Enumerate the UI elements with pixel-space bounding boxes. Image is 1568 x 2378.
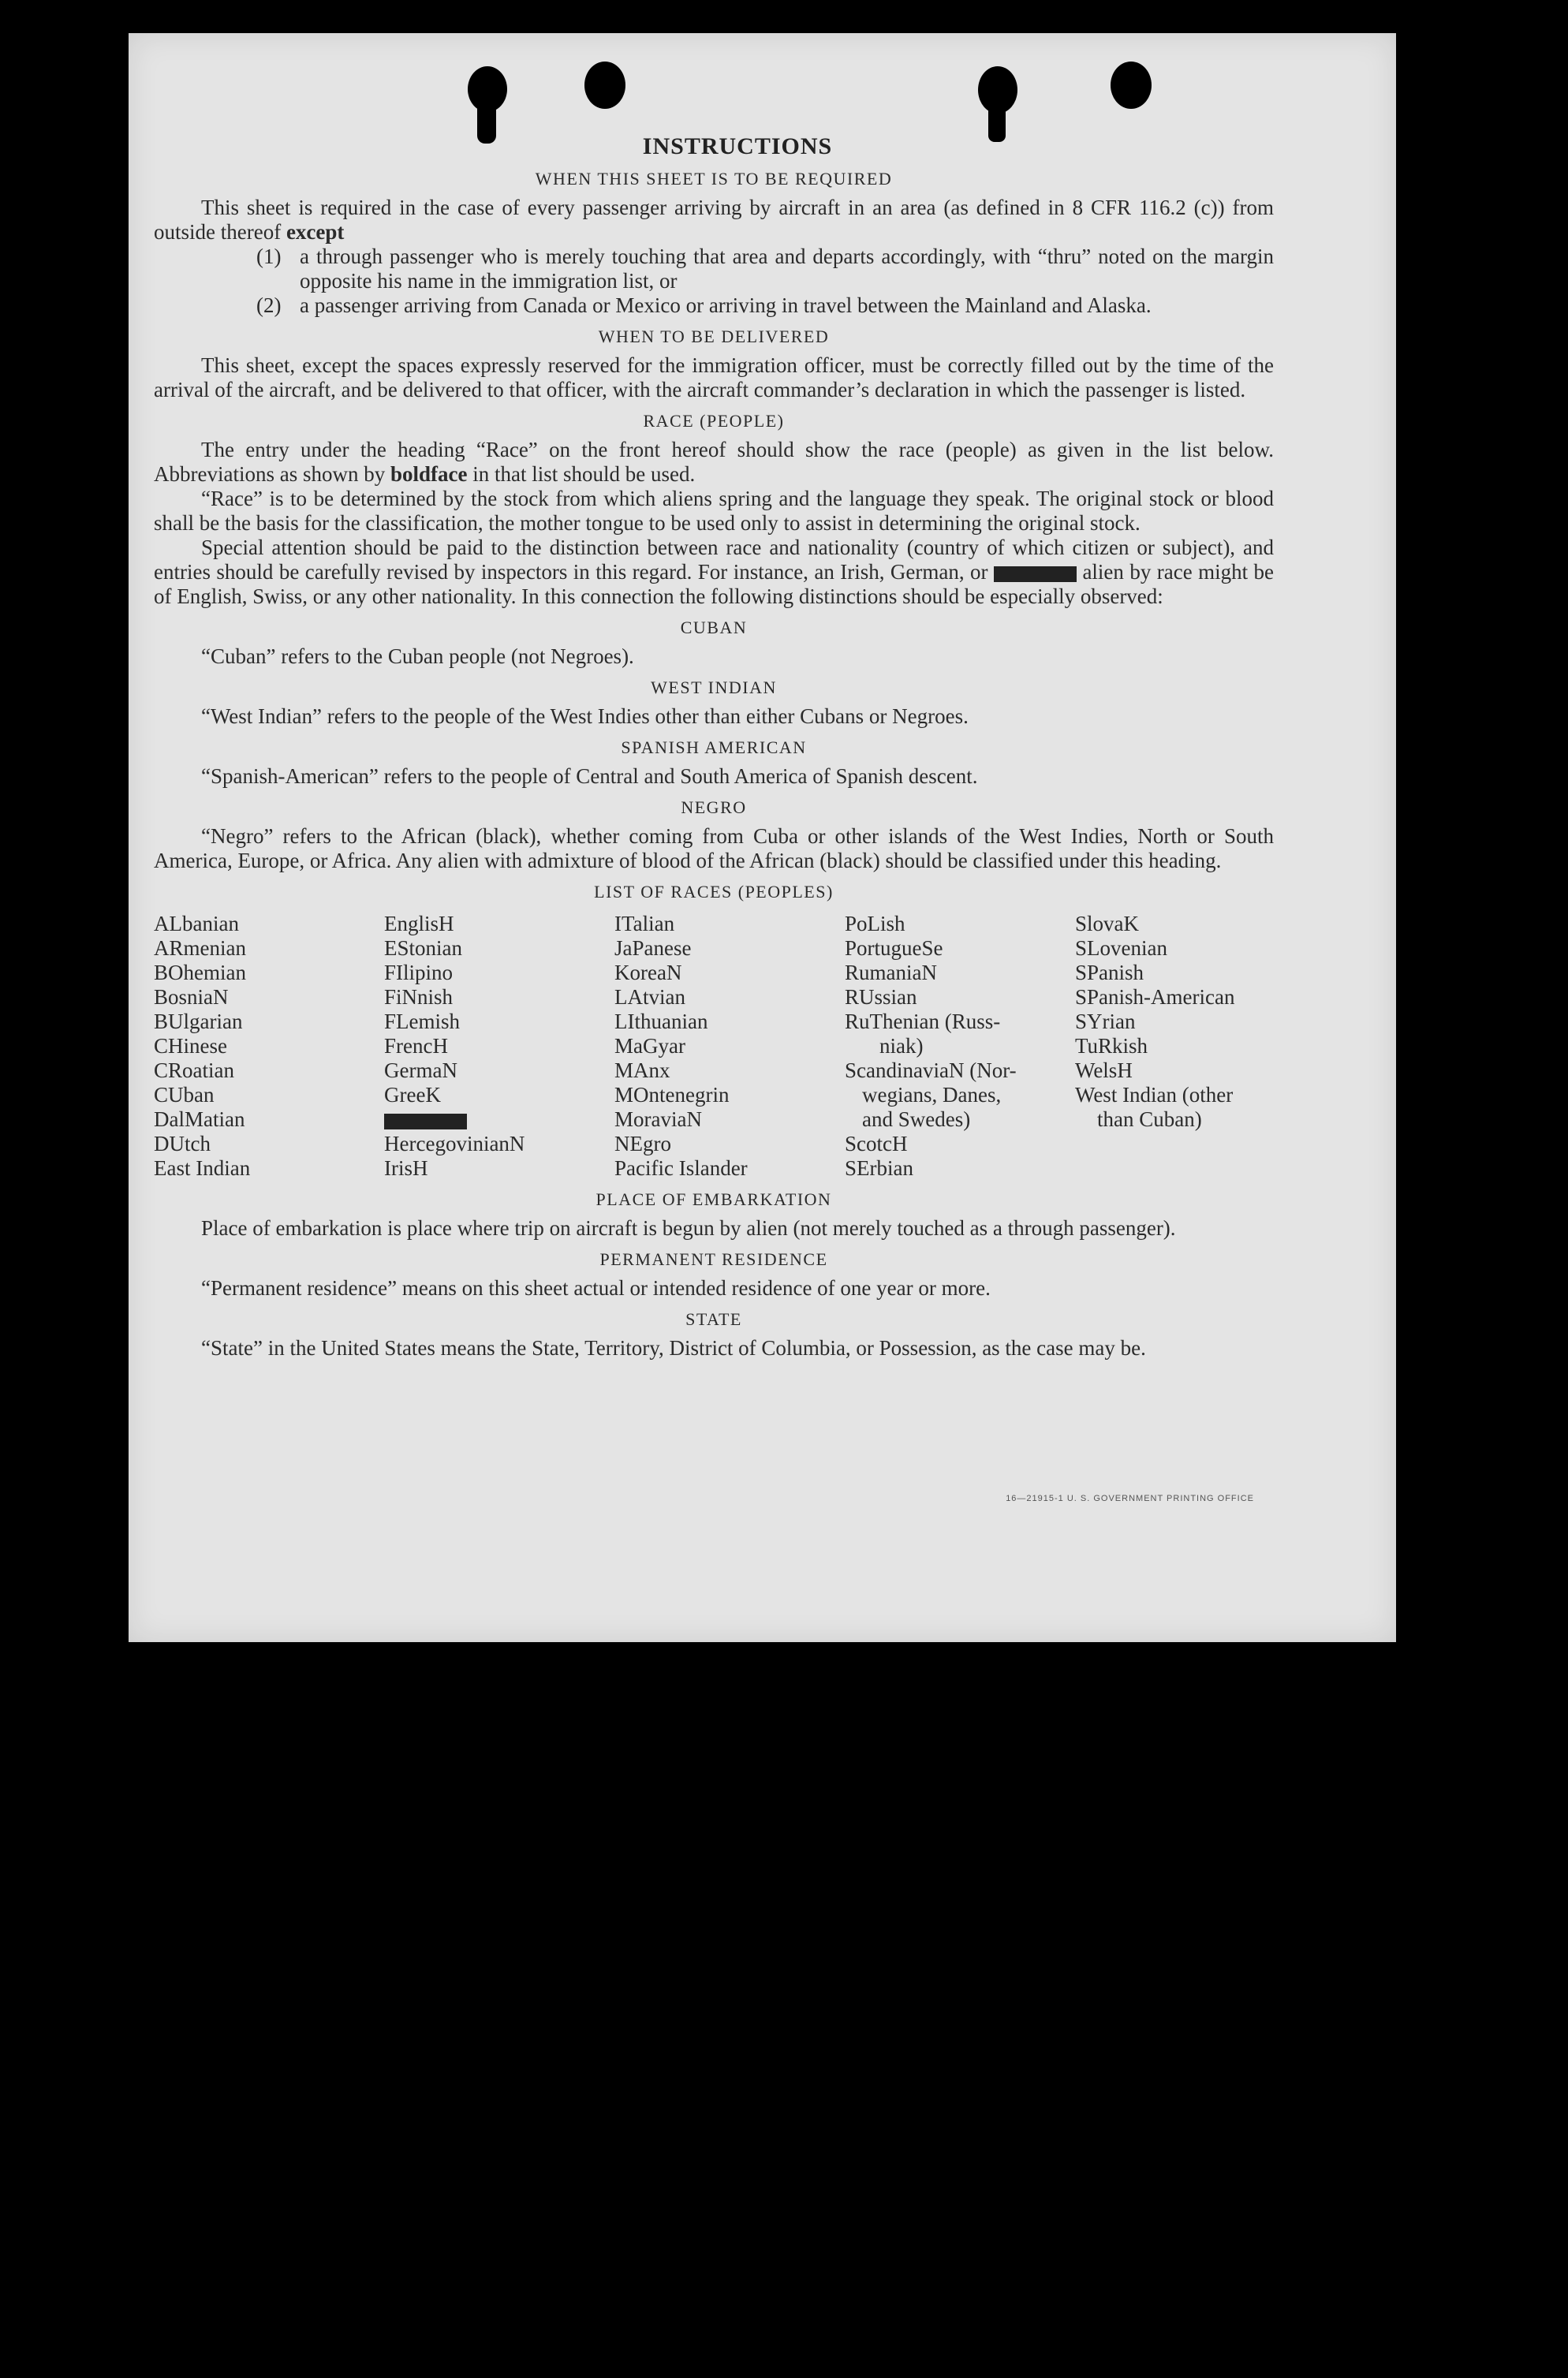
page-title: INSTRUCTIONS — [642, 133, 833, 159]
race-entry: DalMatian — [154, 1107, 245, 1131]
race-entry: wegians, Danes, — [862, 1083, 1002, 1107]
heading-when-delivered: WHEN TO BE DELIVERED — [598, 327, 830, 346]
redaction-mark — [994, 566, 1077, 582]
race-entry: Pacific Islander — [614, 1156, 748, 1180]
race-entry: MaGyar — [614, 1034, 685, 1058]
when-required-intro: This sheet is required in the case of every passenger arriving by aircraft in an area (as defined in 8 CFR 116.2 (c)) from outside thereof except — [154, 196, 1274, 244]
heading-spanish-american: SPANISH AMERICAN — [621, 737, 807, 757]
heading-list-of-races: LIST OF RACES (PEOPLES) — [594, 882, 834, 902]
race-entry: and Swedes) — [862, 1107, 971, 1131]
race-entry: East Indian — [154, 1156, 251, 1180]
embarkation-text: Place of embarkation is place where trip on aircraft is begun by alien (not merely touched as a through passenger). — [201, 1216, 1176, 1240]
race-entry: CUban — [154, 1083, 215, 1107]
redaction-mark — [384, 1114, 467, 1129]
races-list — [154, 912, 1274, 1181]
race-entry-redacted — [384, 1107, 614, 1132]
west-indian-text: “West Indian” refers to the people of the West Indies other than either Cubans or Negroes. — [201, 704, 969, 728]
race-entry: ITalian — [614, 912, 675, 935]
race-entry: ScandinaviaN (Nor- — [845, 1058, 1017, 1082]
race-entry: DUtch — [154, 1132, 211, 1155]
spanish-american-text: “Spanish-American” refers to the people of Central and South America of Spanish descent. — [201, 764, 978, 788]
race-entry: PoLish — [845, 912, 905, 935]
race-entry: SPanish-American — [1075, 985, 1235, 1009]
race-entry: SYrian — [1075, 1010, 1136, 1033]
race-entry: RuThenian (Russ- — [845, 1010, 1001, 1033]
race-entry: SlovaK — [1075, 912, 1139, 935]
permanent-residence-text: “Permanent residence” means on this sheet actual or intended residence of one year or more. — [201, 1276, 991, 1300]
race-entry: niak) — [879, 1034, 924, 1058]
race-entry: KoreaN — [614, 961, 682, 984]
race-entry: SErbian — [845, 1156, 913, 1180]
race-entry: PortugueSe — [845, 936, 943, 960]
race-entry: MoraviaN — [614, 1107, 702, 1131]
race-entry: ARmenian — [154, 936, 246, 960]
race-entry: IrisH — [384, 1156, 428, 1180]
race-entry: SPanish — [1075, 961, 1144, 984]
punch-hole — [1111, 62, 1152, 109]
exception-item-1: (1) a through passenger who is merely touching that area and departs accordingly, with “thru” noted on the margin opposite his name in the immigration list, or — [256, 245, 1274, 293]
heading-embarkation: PLACE OF EMBARKATION — [595, 1189, 832, 1209]
race-entry: HercegovinianN — [384, 1132, 525, 1155]
heading-state: STATE — [685, 1309, 742, 1329]
race-paragraph-1: The entry under the heading “Race” on the front hereof should show the race (people) as given in the list below. Abbreviations as shown by boldface in that list should be used. — [154, 438, 1274, 486]
race-entry: MOntenegrin — [614, 1083, 730, 1107]
race-entry: LIthuanian — [614, 1010, 708, 1033]
exception-item-2: (2) a passenger arriving from Canada or Mexico or arriving in travel between the Mainland and Alaska. — [256, 293, 1152, 317]
races-column-1 — [154, 912, 384, 1181]
races-column-5 — [1075, 912, 1305, 1181]
race-entry: EnglisH — [384, 912, 454, 935]
race-entry: JaPanese — [614, 936, 692, 960]
punch-hole — [978, 66, 1017, 114]
race-entry: TuRkish — [1075, 1034, 1148, 1058]
race-entry: West Indian (other — [1075, 1083, 1234, 1107]
printer-imprint: 16—21915-1 U. S. GOVERNMENT PRINTING OFFICE — [1006, 1494, 1254, 1503]
race-entry: GermaN — [384, 1058, 457, 1082]
race-entry: ALbanian — [154, 912, 239, 935]
race-entry: RUssian — [845, 985, 917, 1009]
race-entry: SLovenian — [1075, 936, 1167, 960]
heading-race: RACE (PEOPLE) — [643, 411, 785, 431]
race-entry: GreeK — [384, 1083, 441, 1107]
punch-hole — [584, 62, 625, 109]
race-entry: WelsH — [1075, 1058, 1133, 1082]
race-entry: FrencH — [384, 1034, 448, 1058]
race-entry: BUlgarian — [154, 1010, 243, 1033]
race-entry: EStonian — [384, 936, 462, 960]
race-entry: RumaniaN — [845, 961, 937, 984]
heading-when-required: WHEN THIS SHEET IS TO BE REQUIRED — [535, 169, 893, 189]
race-entry: than Cuban) — [1097, 1107, 1202, 1131]
races-column-3 — [614, 912, 845, 1181]
document-sheet — [129, 33, 1396, 1642]
when-delivered-text: This sheet, except the spaces expressly reserved for the immigration officer, must be correctly filled out by the time of the arrival of the aircraft, and be delivered to that officer, with the aircraft commander’s declaration in which the passenger is listed. — [154, 353, 1274, 401]
cuban-text: “Cuban” refers to the Cuban people (not Negroes). — [201, 644, 634, 668]
instructions-content — [154, 134, 1274, 1361]
race-entry: MAnx — [614, 1058, 670, 1082]
race-paragraph-3: Special attention should be paid to the distinction between race and nationality (country of which citizen or subject), and entries should be carefully revised by inspectors in this regard. For instance, an Irish, German, or alien by race might be of English, Swiss, or any other nationality. In this connection the following distinctions should be especially observed: — [154, 536, 1275, 608]
heading-cuban: CUBAN — [680, 618, 748, 637]
race-entry: LAtvian — [614, 985, 685, 1009]
negro-text: “Negro” refers to the African (black), whether coming from Cuba or other islands of the West Indies, North or South America, Europe, or Africa. Any alien with admixture of blood of the African (black) should be classified under this heading. — [154, 824, 1274, 872]
race-entry: FIlipino — [384, 961, 454, 984]
race-entry: NEgro — [614, 1132, 671, 1155]
race-entry: BOhemian — [154, 961, 246, 984]
state-text: “State” in the United States means the State, Territory, District of Columbia, or Possession, as the case may be. — [201, 1336, 1146, 1360]
races-column-2 — [384, 912, 614, 1181]
race-entry: BosniaN — [154, 985, 229, 1009]
race-entry: CRoatian — [154, 1058, 234, 1082]
heading-permanent-residence: PERMANENT RESIDENCE — [599, 1249, 828, 1269]
heading-negro: NEGRO — [681, 797, 747, 817]
race-entry: FLemish — [384, 1010, 461, 1033]
race-paragraph-2: “Race” is to be determined by the stock from which aliens spring and the language they speak. The original stock or blood shall be the basis for the classification, the mother tongue to be used only to assist in determining the original stock. — [154, 487, 1274, 535]
races-column-4 — [845, 912, 1075, 1181]
race-entry: FiNnish — [384, 985, 454, 1009]
race-entry: CHinese — [154, 1034, 227, 1058]
race-entry: ScotcH — [845, 1132, 908, 1155]
heading-west-indian: WEST INDIAN — [651, 678, 777, 697]
punch-hole — [468, 66, 507, 112]
